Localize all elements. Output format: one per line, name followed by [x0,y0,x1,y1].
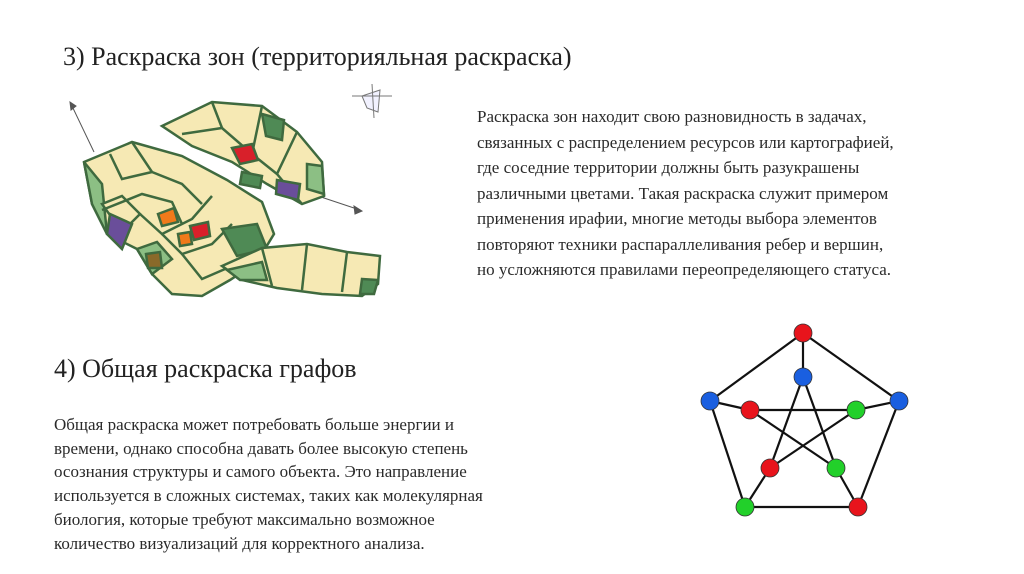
paragraph-line: времени, однако способна давать более высокую степень [54,438,468,458]
graph-edges [710,333,899,507]
paragraph-line: биология, которые требуют максимально возможное [54,509,435,529]
section-3-title: 3) Раскраска зон (территорияльная раскраска) [63,42,572,71]
paragraph-line: применения ирафии, многие методы выбора элементов [477,209,877,228]
graph-edge-outer [710,333,803,401]
paragraph-line: используется в сложных системах, таких как молекулярная [54,486,483,506]
graph-node-inner [827,459,845,477]
graph-node-inner [741,401,759,419]
petersen-graph [690,320,920,520]
section-4-description [54,413,554,555]
zone-coloring-map [62,84,412,314]
graph-edge-outer [858,401,899,507]
paragraph-line: осознания структуры и самого объекта. Это направление [54,462,467,482]
graph-node-inner [847,401,865,419]
graph-edge-inner [770,377,803,468]
graph-edge-inner [750,410,836,468]
graph-node-outer [794,324,812,342]
section-4-title: 4) Общая раскраска графов [54,354,357,383]
paragraph-line: но усложняются правилами переопределяющего статуса. [477,260,892,279]
graph-node-inner [761,459,779,477]
paragraph-line: связанных с распределением ресурсов или картографией, [477,132,894,152]
graph-edge-inner [770,410,856,468]
north-marker [352,84,392,118]
paragraph-line: Общая раскраска может потребовать больше энергии и [54,415,454,434]
paragraph-line: повторяют техники распараллеливания ребер и вершин, [477,234,884,254]
graph-node-outer [849,498,867,516]
section-3-description [477,104,1007,283]
graph-edge-outer [803,333,899,401]
graph-node-outer [736,498,754,516]
paragraph-line: где соседние территории должны быть разукрашены [477,158,860,177]
paragraph-line: различными цветами. Такая раскраска служит примером [477,183,889,203]
graph-node-inner [794,368,812,386]
paragraph-line: количество визуализаций для корректного анализа. [54,533,425,553]
graph-node-outer [701,392,719,410]
graph-edge-outer [710,401,745,507]
graph-node-outer [890,392,908,410]
paragraph-line: Раскраска зон находит свою разновидность в задачах, [477,107,867,126]
graph-edge-inner [803,377,836,468]
graph-nodes [701,324,908,516]
